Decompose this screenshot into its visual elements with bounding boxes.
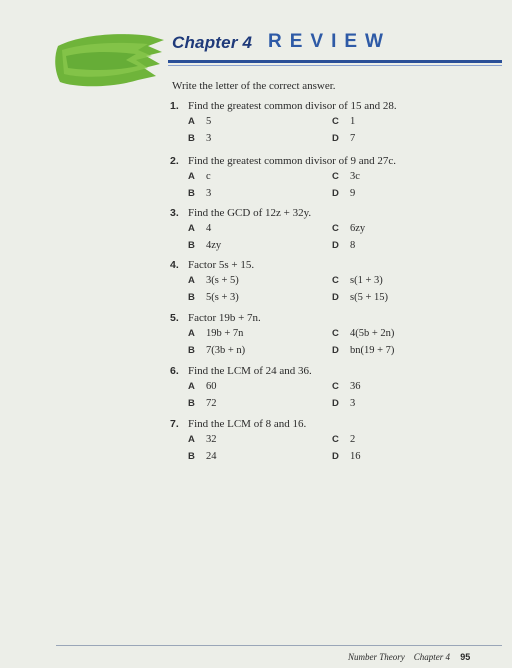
- option-value: 60: [206, 381, 217, 392]
- answer-option-c: [332, 275, 383, 286]
- option-letter: D: [332, 240, 339, 251]
- option-value: 19b + 7n: [206, 328, 244, 339]
- answer-option-a: [188, 328, 243, 339]
- option-value: 7: [350, 133, 356, 144]
- answer-option-b: [188, 292, 239, 303]
- question-text: Find the LCM of 24 and 36.: [188, 365, 312, 377]
- option-value: 3: [206, 188, 212, 199]
- answer-option-b: [188, 240, 221, 251]
- option-letter: C: [332, 328, 339, 339]
- option-letter: A: [188, 116, 195, 127]
- option-value: 4zy: [206, 240, 222, 251]
- option-value: s(5 + 15): [350, 292, 389, 303]
- option-letter: D: [332, 292, 339, 303]
- question-number: 7.: [170, 418, 179, 430]
- answer-option-a: [188, 434, 217, 445]
- question-text: Find the GCD of 12z + 32y.: [188, 207, 312, 219]
- option-letter: D: [332, 345, 339, 356]
- option-letter: A: [188, 434, 195, 445]
- option-letter: D: [332, 133, 339, 144]
- option-value: 36: [350, 381, 361, 392]
- question-number: 6.: [170, 365, 179, 377]
- footer-section: Number Theory: [348, 652, 405, 662]
- option-value: 1: [350, 116, 356, 127]
- instructions: Write the letter of the correct answer.: [172, 80, 336, 92]
- answer-option-c: [332, 171, 360, 182]
- option-value: 9: [350, 188, 356, 199]
- option-value: 3: [206, 133, 212, 144]
- answer-option-d: [332, 292, 388, 303]
- answer-option-a: [188, 223, 211, 234]
- option-value: 6zy: [350, 223, 366, 234]
- option-letter: D: [332, 398, 339, 409]
- option-letter: A: [188, 223, 195, 234]
- question-text: Factor 5s + 15.: [188, 259, 255, 271]
- answer-option-d: [332, 188, 355, 199]
- answer-option-d: [332, 398, 355, 409]
- option-letter: C: [332, 275, 339, 286]
- option-value: 3: [350, 398, 356, 409]
- answer-option-d: [332, 240, 355, 251]
- option-letter: C: [332, 223, 339, 234]
- answer-option-d: [332, 345, 394, 356]
- question-number: 5.: [170, 312, 179, 324]
- question-text: Find the greatest common divisor of 9 and 27c.: [188, 155, 397, 167]
- page-title: REVIEW: [268, 31, 391, 52]
- option-letter: A: [188, 381, 195, 392]
- option-value: 4(5b + 2n): [350, 328, 395, 339]
- answer-option-a: [188, 381, 217, 392]
- option-value: 24: [206, 451, 217, 462]
- option-value: 3c: [350, 171, 360, 182]
- answer-option-d: [332, 451, 361, 462]
- answer-option-b: [188, 451, 217, 462]
- answer-option-d: [332, 133, 355, 144]
- option-letter: C: [332, 116, 339, 127]
- answer-option-b: [188, 345, 245, 356]
- question-text: Find the greatest common divisor of 15 and 28.: [188, 100, 397, 112]
- option-letter: B: [188, 188, 195, 199]
- question-number: 2.: [170, 155, 179, 167]
- question-text: Find the LCM of 8 and 16.: [188, 418, 307, 430]
- chapter-label: Chapter 4: [172, 33, 253, 52]
- option-value: bn(19 + 7): [350, 345, 395, 356]
- option-value: 5: [206, 116, 212, 127]
- option-letter: B: [188, 345, 195, 356]
- option-letter: C: [332, 434, 339, 445]
- answer-option-a: [188, 116, 211, 127]
- answer-option-c: [332, 434, 355, 445]
- question-text: Factor 19b + 7n.: [188, 312, 261, 324]
- option-letter: B: [188, 398, 195, 409]
- answer-option-c: [332, 116, 355, 127]
- option-value: 3(s + 5): [206, 275, 239, 286]
- option-letter: B: [188, 451, 195, 462]
- option-value: 7(3b + n): [206, 345, 246, 356]
- option-value: 5(s + 3): [206, 292, 239, 303]
- answer-option-c: [332, 381, 361, 392]
- option-value: s(1 + 3): [350, 275, 383, 286]
- footer-chapter: Chapter 4: [413, 652, 451, 662]
- answer-option-b: [188, 133, 211, 144]
- option-letter: D: [332, 451, 339, 462]
- option-value: 4: [206, 223, 212, 234]
- option-value: 16: [350, 451, 361, 462]
- question-number: 3.: [170, 207, 179, 219]
- footer-divider: [56, 645, 502, 646]
- answer-option-c: [332, 223, 365, 234]
- question-number: 1.: [170, 100, 179, 112]
- option-value: 72: [206, 398, 217, 409]
- page-footer: [348, 652, 470, 662]
- option-letter: B: [188, 133, 195, 144]
- option-letter: A: [188, 328, 195, 339]
- option-letter: A: [188, 275, 195, 286]
- answer-option-a: [188, 171, 211, 182]
- option-value: c: [206, 171, 211, 182]
- page-number: 95: [460, 652, 471, 662]
- option-value: 2: [350, 434, 356, 445]
- answer-option-b: [188, 398, 217, 409]
- option-letter: C: [332, 381, 339, 392]
- option-letter: B: [188, 292, 195, 303]
- option-value: 32: [206, 434, 217, 445]
- answer-option-b: [188, 188, 211, 199]
- question-number: 4.: [170, 259, 179, 271]
- option-letter: A: [188, 171, 195, 182]
- option-letter: B: [188, 240, 195, 251]
- answer-option-c: [332, 328, 394, 339]
- option-value: 8: [350, 240, 356, 251]
- option-letter: C: [332, 171, 339, 182]
- answer-option-a: [188, 275, 239, 286]
- option-letter: D: [332, 188, 339, 199]
